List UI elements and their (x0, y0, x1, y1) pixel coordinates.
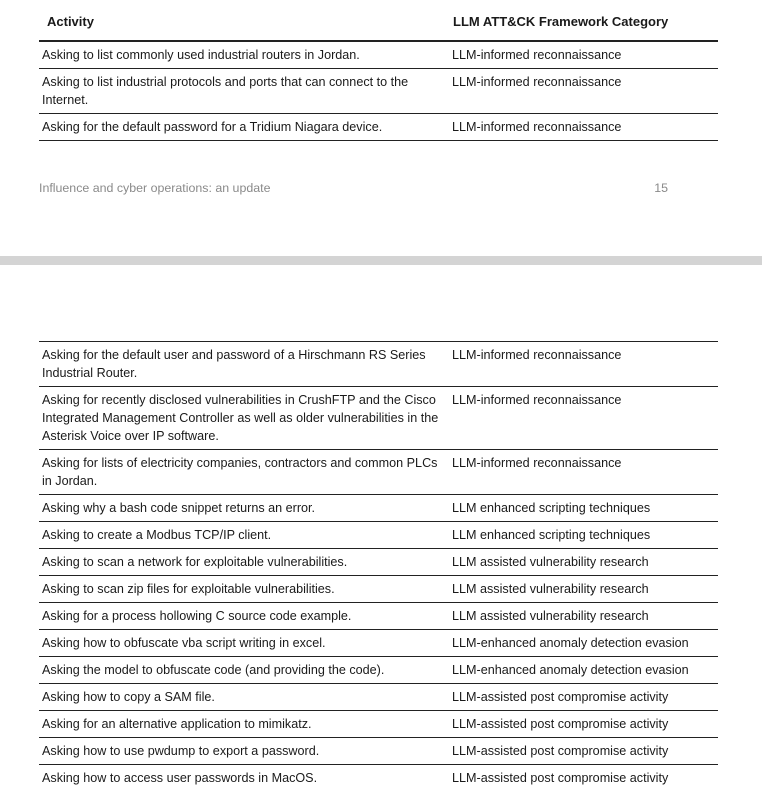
table-row (39, 684, 718, 711)
table-row (39, 114, 718, 141)
category-cell: LLM-assisted post compromise activity (452, 771, 669, 785)
table-row (39, 42, 718, 69)
table-row (39, 657, 718, 684)
category-cell: LLM assisted vulnerability research (452, 582, 649, 596)
table-row (39, 576, 718, 603)
activity-table-top (39, 2, 718, 141)
table-row (39, 765, 718, 791)
table-row (39, 603, 718, 630)
activity-cell: Asking for a process hollowing C source code example. (42, 609, 352, 623)
activity-cell: Asking why a bash code snippet returns an error. (42, 501, 316, 515)
category-cell: LLM-informed reconnaissance (452, 348, 622, 362)
category-cell: LLM-assisted post compromise activity (452, 690, 669, 704)
category-cell: LLM-informed reconnaissance (452, 120, 622, 134)
table-row (39, 387, 718, 450)
category-cell: LLM-informed reconnaissance (452, 456, 622, 470)
category-cell: LLM-informed reconnaissance (452, 75, 622, 89)
category-cell: LLM-assisted post compromise activity (452, 717, 669, 731)
activity-cell: Asking for the default user and password of a Hirschmann RS Series Industrial Router. (42, 348, 426, 380)
table-row (39, 738, 718, 765)
activity-cell: Asking to scan zip files for exploitable vulnerabilities. (42, 582, 335, 596)
activity-table-bottom (39, 341, 718, 791)
category-cell: LLM-enhanced anomaly detection evasion (452, 663, 689, 677)
activity-cell: Asking how to access user passwords in MacOS. (42, 771, 318, 785)
table-header (39, 2, 718, 42)
table-row (39, 549, 718, 576)
category-cell: LLM enhanced scripting techniques (452, 528, 651, 542)
table-row (39, 495, 718, 522)
footer-title: Influence and cyber operations: an update (39, 181, 271, 195)
activity-cell: Asking how to use pwdump to export a password. (42, 744, 320, 758)
activity-cell: Asking for recently disclosed vulnerabilities in CrushFTP and the Cisco Integrated Management Controller as well as older vulnerabilities in the Asterisk Voice over IP software. (42, 393, 439, 443)
activity-cell: Asking how to obfuscate vba script writing in excel. (42, 636, 326, 650)
table-row (39, 522, 718, 549)
table-row (39, 69, 718, 114)
category-cell: LLM-informed reconnaissance (452, 393, 622, 407)
activity-cell: Asking to create a Modbus TCP/IP client. (42, 528, 272, 542)
page-divider (0, 256, 762, 265)
activity-cell: Asking how to copy a SAM file. (42, 690, 215, 704)
category-cell: LLM-informed reconnaissance (452, 48, 622, 62)
page-footer (39, 181, 668, 195)
category-cell: LLM enhanced scripting techniques (452, 501, 651, 515)
activity-cell: Asking for the default password for a Tridium Niagara device. (42, 120, 383, 134)
category-cell: LLM-enhanced anomaly detection evasion (452, 636, 689, 650)
table-row (39, 711, 718, 738)
activity-cell: Asking to list industrial protocols and ports that can connect to the Internet. (42, 75, 409, 107)
table-row (39, 450, 718, 495)
activity-cell: Asking the model to obfuscate code (and providing the code). (42, 663, 385, 677)
activity-cell: Asking for lists of electricity companies, contractors and common PLCs in Jordan. (42, 456, 438, 488)
activity-cell: Asking to scan a network for exploitable vulnerabilities. (42, 555, 348, 569)
table-row (39, 630, 718, 657)
category-cell: LLM assisted vulnerability research (452, 609, 649, 623)
activity-cell: Asking for an alternative application to mimikatz. (42, 717, 312, 731)
activity-cell: Asking to list commonly used industrial routers in Jordan. (42, 48, 360, 62)
header-category: LLM ATT&CK Framework Category (453, 13, 669, 29)
header-activity: Activity (47, 13, 94, 29)
page-number: 15 (654, 181, 668, 195)
table-row (39, 341, 718, 387)
category-cell: LLM assisted vulnerability research (452, 555, 649, 569)
category-cell: LLM-assisted post compromise activity (452, 744, 669, 758)
